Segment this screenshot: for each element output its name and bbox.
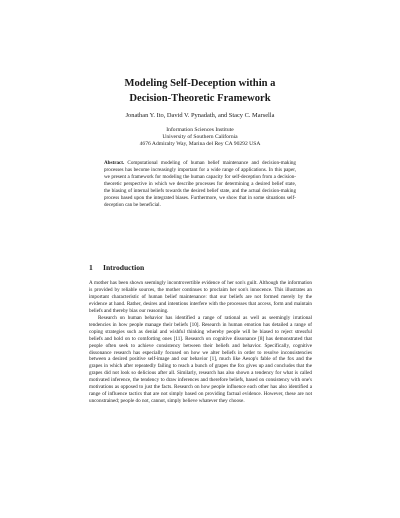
section-title: Introduction (103, 263, 145, 272)
section-number: 1 (89, 263, 93, 272)
paper-title (60, 76, 340, 106)
affiliation-line-2: University of Southern California (162, 134, 238, 141)
affiliation-line-3: 4676 Admiralty Way, Marina del Rey CA 90292 USA (139, 141, 261, 148)
title-line-2: Decision-Theoretic Framework (129, 93, 271, 104)
affiliation (60, 127, 340, 149)
author-list: Jonathan Y. Ito, David V. Pynadath, and Stacy C. Marsella (125, 112, 275, 119)
section-heading (89, 263, 144, 272)
body-paragraph-2: Research on human behavior has identified a range of rational as well as seemingly irrational tendencies in how people manage their beliefs [10]. Research in human emotion has detailed a range of coping strategies such as denial and wishful thinking whereby people will be biased to reject stressful beliefs and hold on to comforting ones [11]. Research on cognitive dissonance [8] has demonstrated that people often seek to achieve consistency between their beliefs and behavior. Specifically, cognitive dissonance research has especially focused on how we alter beliefs in order to resolve inconsistencies between a desired positive self-image and our behavior [1], much like Aesop's fable of the fox and the grapes in which after repeatedly failing to reach a bunch of grapes the fox gives up and concludes that the grapes did not look so delicious after all. Similarly, research has also shown a tendency for what is called motivated inference, the tendency to draw inferences and therefore beliefs, based on consistency with one's motivations as opposed to just the facts. Research on how people influence each other has also identified a range of influence tactics that are not simply based on providing factual evidence. However, these are not unconstrained; people do not, cannot, simply believe whatever they choose. (89, 314, 312, 405)
abstract (104, 160, 296, 209)
section-body (89, 280, 312, 405)
body-paragraph-1: A mother has been shown seemingly incontrovertible evidence of her son's guilt. Although the information is provided by reliable sources, the mother continues to proclaim her son's innocence. This illustrates an important characteristic of human belief maintenance: that our beliefs are not formed merely by the evidence at hand. Rather, desires and intentions interfere with the processes that access, form and maintain beliefs and thereby bias our reasoning. (89, 280, 312, 314)
title-line-1: Modeling Self-Deception within a (124, 78, 276, 89)
abstract-text: Computational modeling of human belief maintenance and decision-making processes has become increasingly important for a wide range of applications. In this paper, we present a framework for modeling the human capacity for self-deception from a decision-theoretic perspective in which we describe processes for determining a desired belief state, the biasing of internal beliefs towards the desired belief state, and the actual decision-making process based upon the integrated biases. Furthermore, we show that in some situations self-deception can be beneficial. (104, 160, 296, 208)
abstract-label: Abstract. (104, 160, 125, 166)
affiliation-line-1: Information Sciences Institute (166, 127, 234, 133)
